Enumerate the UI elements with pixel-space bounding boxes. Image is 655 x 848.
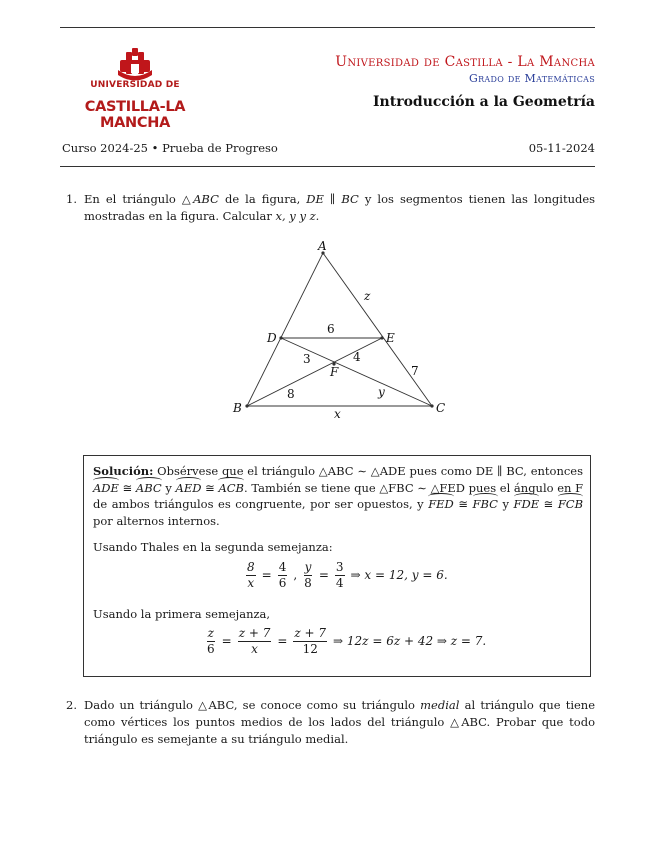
point-b [245,404,248,407]
p2-medial: medial [420,698,460,712]
angle-aed: AED [175,480,202,495]
label-c: C [436,401,446,415]
length-ae: z [364,289,371,303]
label-d: D [267,331,277,345]
conj-y: y [165,480,172,495]
f2-n1: z [207,626,214,640]
f1-result: ⇒ x = 12, y = 6. [350,568,448,583]
logo-text-line1: UNIVERSIDAD DE [90,80,180,90]
label-f: F [330,365,339,379]
segment-ac [323,253,432,406]
problem-2-text [84,697,595,748]
solution-label: Solución: [93,464,154,478]
problem-1 [62,191,595,225]
top-rule [60,27,595,28]
exam-date: 05-11-2024 [528,141,595,155]
conj-y: y [502,497,509,511]
solution-text-c: por alternos internos. [93,513,220,528]
p1-text-a: En el triángulo [84,192,176,206]
length-ec: 7 [411,364,419,378]
p1-triangle: △ABC [181,192,219,206]
f2-n2: z + 7 [238,626,271,640]
angle-fcb: FCB [557,497,584,511]
length-df: 3 [303,352,311,366]
p2-text-a: Dado un triángulo △ABC, se conoce como su triángulo [84,698,415,712]
solution-intro [93,463,583,529]
f1-d3: 8 [304,576,312,590]
length-bf: 8 [287,387,295,401]
f2-result: ⇒ 12z = 6z + 42 ⇒ z = 7. [333,634,487,649]
angle-fbc: FBC [472,497,498,511]
thales-line: Usando Thales en la segunda semejanza: [93,540,333,554]
problem-2 [62,697,595,748]
f1-d2: 6 [278,576,287,590]
length-fe: 4 [353,350,361,364]
header-divider [60,166,595,167]
f1-n3: y [304,560,312,574]
f2-d3: 12 [302,642,318,656]
segment-be [247,338,382,406]
solution-box [83,455,591,677]
label-a: A [318,239,327,253]
f1-n1: 8 [247,560,255,574]
point-d [279,336,282,339]
congruent-symbol: ≅ [458,497,468,511]
formula-first-similarity: $\frac{z}{6}$ = $\frac{z + 7}{x}$ = $\frac{z + 7}{12}$ ⇒ 12z = 6z + 42 ⇒ z = 7. [207,626,487,656]
f2-d2: x [251,642,258,656]
p1-text-b: de la figura, [224,192,301,206]
point-c [430,404,433,407]
course-title: Introducción a la Geometría [373,94,595,110]
congruent-symbol: ≅ [543,497,554,511]
congruent-symbol: ≅ [205,480,215,495]
f1-d4: 4 [335,576,344,590]
length-de: 6 [327,322,335,336]
angle-fde: FDE [513,497,540,511]
problem-1-number: 1. [66,192,77,206]
angle-abc: ABC [135,480,162,495]
problem-1-text [84,191,595,225]
angle-acb: ACB [218,480,244,495]
f2-d1: 6 [207,642,215,656]
label-e: E [386,331,395,345]
f1-n2: 4 [278,560,287,574]
length-bc: x [334,407,341,421]
p1-text-c: y los segmentos tienen las longitudes mostradas en la figura. Calcular [84,192,596,223]
formula-thales: $\frac{8}{x}$ = $\frac{4}{6}$ , $\frac{y}{8}$ = $\frac{3}{4}$ ⇒ x = 12, y = 6. [247,560,448,590]
first-similarity-line: Usando la primera semejanza, [93,607,271,621]
segment-ab [247,253,323,406]
triangle-figure [210,232,460,431]
solution-text-b: . También se tiene que △FBC ∼ △FED pues el ángulo en F de ambos triángulos es congruente, por ser opuestos, y [93,480,584,511]
angle-fed: FED [428,497,454,511]
label-b: B [233,401,242,415]
course-info: Curso 2024-25 • Prueba de Progreso [62,141,278,155]
degree-name: Grado de Matemáticas [469,72,595,85]
p1-vars: x, y y z. [275,209,320,223]
problem-2-number: 2. [66,698,77,712]
segment-dc [281,338,432,406]
p1-parallel: DE ∥ BC [306,192,359,206]
congruent-symbol: ≅ [122,480,133,495]
length-fc: y [378,385,385,399]
university-logo [60,46,210,131]
f1-n4: 3 [335,560,344,574]
f1-d1: x [247,576,255,590]
f2-n3: z + 7 [294,626,327,640]
angle-ade: ADE [93,480,119,495]
solution-text-a: Obsérvese que el triángulo △ABC ∼ △ADE pues como DE ∥ BC, entonces [157,464,584,478]
logo-text-line2: CASTILLA-LA MANCHA [84,99,186,131]
p2-text-b: al triángulo que tiene como vértices los puntos medios de los lados del triángulo △ABC. Probar que todo triángulo es semejante a su triángulo medial. [84,698,596,746]
university-name: Universidad de Castilla - La Mancha [335,54,595,70]
point-e [380,336,383,339]
